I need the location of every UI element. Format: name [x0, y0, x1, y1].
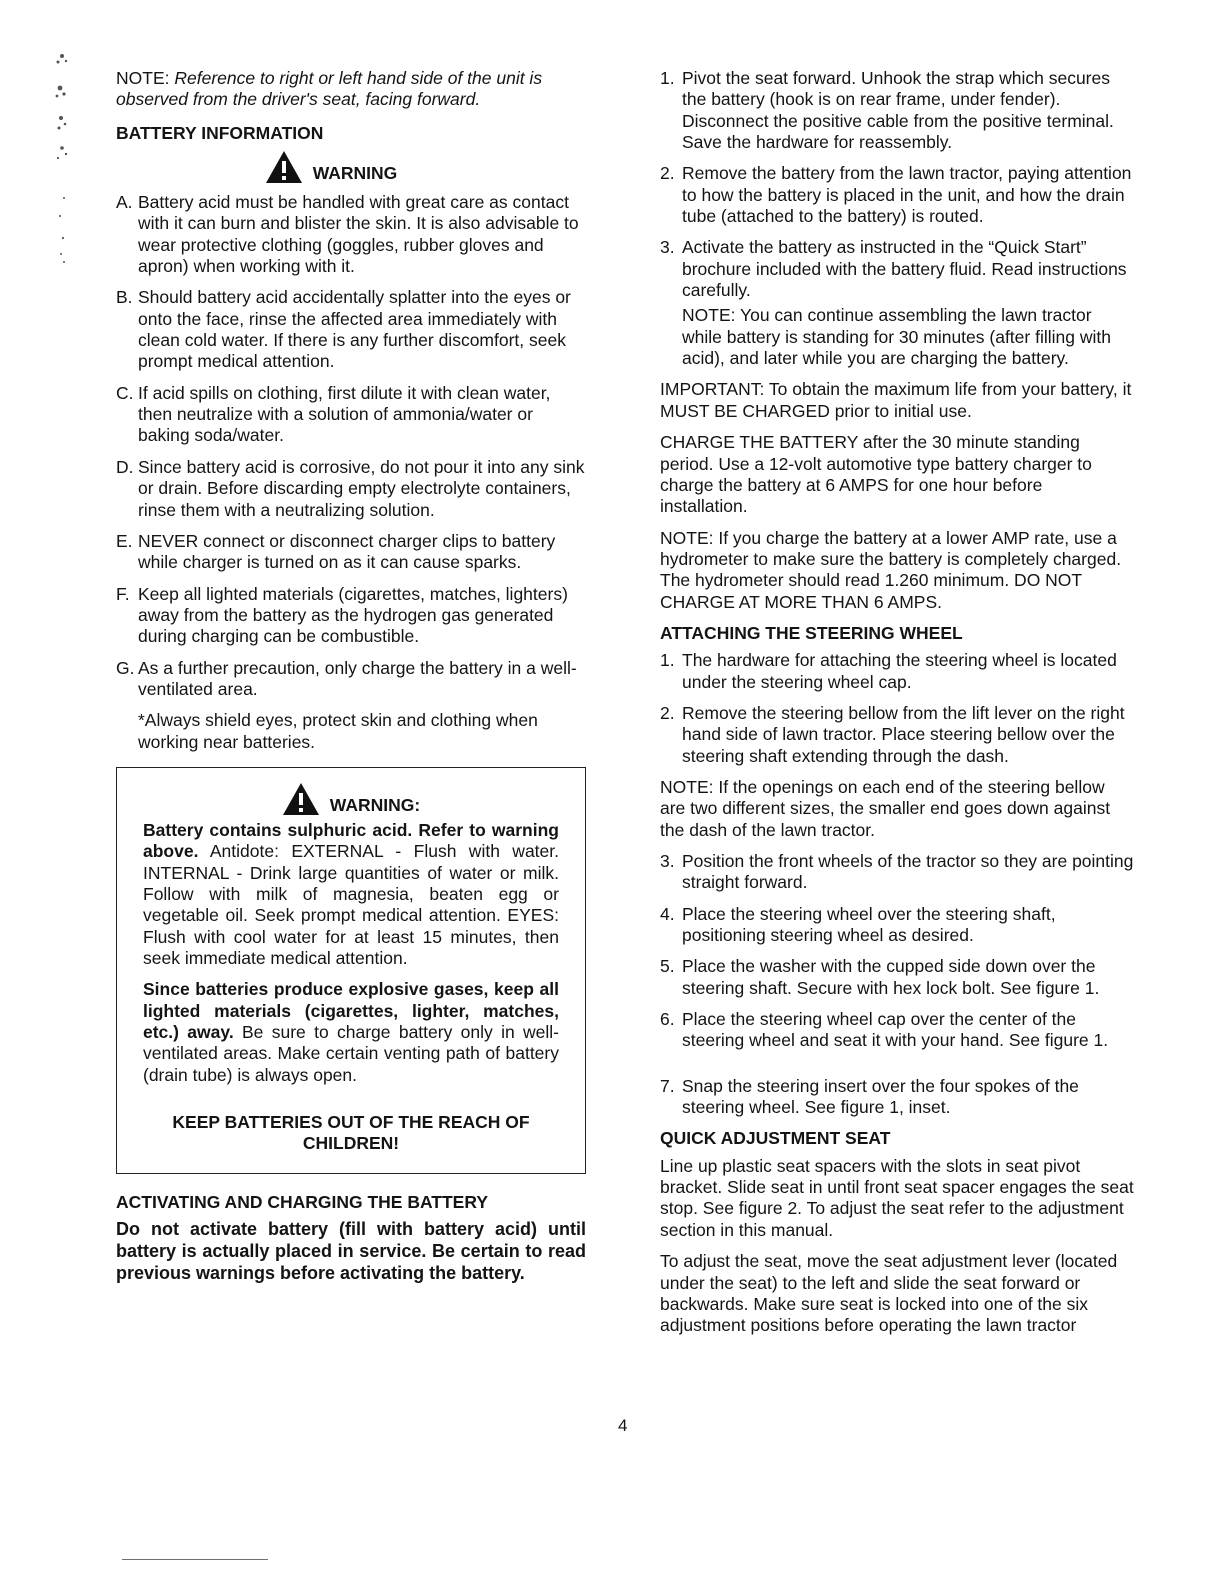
list-item: B. Should battery acid accidentally splatter into the eyes or onto the face, rinse the affected area immediately with clean cold water. If there is any further discomfort, seek prompt medical attention.	[116, 287, 571, 372]
bottom-rule	[122, 1559, 268, 1560]
explosive-gases-paragraph: Since batteries produce explosive gases, keep all lighted materials (cigarettes, lighter, matches, etc.) away. Be sure to charge battery only in well-ventilated areas. Make certain venting path of battery (drain tube) is always open.	[143, 979, 559, 1085]
list-item: 2. Remove the battery from the lawn tractor, paying attention to how the battery is placed in the unit, and how the drain tube (attached to the battery) is routed.	[660, 163, 1132, 227]
list-item: E. NEVER connect or disconnect charger clips to battery while charger is turned on as it can cause sparks.	[116, 530, 556, 573]
list-item: 1. The hardware for attaching the steering wheel is located under the steering wheel cap.	[660, 650, 1117, 692]
list-item: 4. Place the steering wheel over the steering shaft, positioning steering wheel as desired.	[660, 903, 1056, 946]
warning-triangle-icon	[265, 150, 303, 184]
warning-title: WARNING	[116, 150, 586, 184]
important-note: IMPORTANT: To obtain the maximum life from your battery, it MUST BE CHARGED prior to initial use.	[660, 379, 1132, 421]
list-item: 5. Place the washer with the cupped side down over the steering shaft. Secure with hex lock bolt. See figure 1.	[660, 956, 1100, 998]
list-item: A. Battery acid must be handled with great care as contact with it can burn and blister the skin. It is also advisable to wear protective clothing (goggles, rubber gloves and apron) when working with it.	[116, 192, 579, 277]
warning-triangle-icon	[282, 782, 320, 816]
list-item: F. Keep all lighted materials (cigarettes, matches, lighters) away from the battery as the hydrogen gas generated during charging can be combustible.	[116, 583, 568, 647]
orientation-note: NOTE: Reference to right or left hand side of the unit is observed from the driver's seat, facing forward.	[116, 68, 543, 110]
steering-steps-list-b	[660, 851, 1134, 1118]
activating-paragraph: Do not activate battery (fill with battery acid) until battery is actually placed in service. Be certain to read previous warnings before activating the battery.	[116, 1219, 586, 1283]
seat-adjust-paragraph: To adjust the seat, move the seat adjustment lever (located under the seat) to the left and slide the seat forward or backwards. Make sure seat is locked into one of the six adjustment positions before operating the lawn tractor	[660, 1251, 1118, 1336]
acid-warning-box	[116, 767, 586, 1174]
steering-wheel-heading: ATTACHING THE STEERING WHEEL	[660, 622, 963, 643]
list-item: 3. Position the front wheels of the tractor so they are pointing straight forward.	[660, 851, 1134, 893]
activating-heading: ACTIVATING AND CHARGING THE BATTERY	[116, 1191, 489, 1212]
charge-paragraph: CHARGE THE BATTERY after the 30 minute standing period. Use a 12-volt automotive type battery charger to charge the battery at 6 AMPS for one hour before installation.	[660, 432, 1092, 517]
list-item: 2. Remove the steering bellow from the lift lever on the right hand side of lawn tractor. Place steering bellow over the steering shaft extending through the dash.	[660, 702, 1125, 766]
standing-note: NOTE: You can continue assembling the lawn tractor while battery is standing for 30 minutes (after filling with acid), and later while you are charging the battery.	[682, 305, 1111, 369]
list-item: 7. Snap the steering insert over the four spokes of the steering wheel. See figure 1, inset.	[660, 1075, 1079, 1118]
always-shield-note: *Always shield eyes, protect skin and clothing when working near batteries.	[138, 710, 538, 752]
list-item: 3. Activate the battery as instructed in the “Quick Start” brochure included with the battery fluid. Read instructions carefully. NOTE: You can continue assembling the lawn tractor while battery is standing for 30 minutes (after filling with acid), and later while you are charging the battery.	[660, 237, 1134, 369]
antidote-paragraph: Battery contains sulphuric acid. Refer to warning above. Antidote: EXTERNAL - Flush with water. INTERNAL - Drink large quantities of water or milk. Follow with milk of magnesia, beaten egg or vegetable oil. Seek prompt medical attention. EYES: Flush with cool water for at least 15 minutes, then seek immediate medical attention.	[143, 819, 559, 968]
quick-adjustment-seat-heading: QUICK ADJUSTMENT SEAT	[660, 1128, 891, 1149]
battery-warning-list	[116, 192, 586, 700]
right-column	[660, 68, 1134, 1347]
keep-out-of-reach-notice: KEEP BATTERIES OUT OF THE REACH OF CHILDREN!	[172, 1112, 530, 1154]
list-item: C. If acid spills on clothing, first dilute it with clean water, then neutralize with a solution of ammonia/water or baking soda/water.	[116, 382, 551, 446]
list-item: G. As a further precaution, only charge the battery in a well-ventilated area.	[116, 657, 577, 699]
bellow-note: NOTE: If the openings on each end of the steering bellow are two different sizes, the smaller end goes down against the dash of the lawn tractor.	[660, 776, 1111, 840]
list-item: 6. Place the steering wheel cap over the center of the steering wheel and seat it with your hand. See figure 1.	[660, 1009, 1109, 1051]
battery-steps-list	[660, 68, 1134, 369]
page-number: 4	[618, 1416, 628, 1435]
battery-information-heading: BATTERY INFORMATION	[116, 122, 324, 143]
seat-spacer-paragraph: Line up plastic seat spacers with the slots in seat pivot bracket. Slide seat in until front seat spacer engages the seat stop. See figure 2. To adjust the seat refer to the adjustment section in this manual.	[660, 1155, 1134, 1240]
scan-artifact	[40, 48, 74, 278]
steering-steps-list-a	[660, 650, 1134, 767]
left-column	[116, 68, 586, 1295]
box-warning-title: WARNING:	[143, 782, 559, 816]
amp-note: NOTE: If you charge the battery at a lower AMP rate, use a hydrometer to make sure the battery is completely charged. The hydrometer should read 1.260 minimum. DO NOT CHARGE AT MORE THAN 6 AMPS.	[660, 527, 1122, 612]
list-item: 1. Pivot the seat forward. Unhook the strap which secures the battery (hook is on rear frame, under fender). Disconnect the positive cable from the positive terminal. Save the hardware for reassembly.	[660, 68, 1114, 153]
list-item: D. Since battery acid is corrosive, do not pour it into any sink or drain. Before discarding empty electrolyte containers, rinse them with a neutralizing solution.	[116, 456, 585, 520]
